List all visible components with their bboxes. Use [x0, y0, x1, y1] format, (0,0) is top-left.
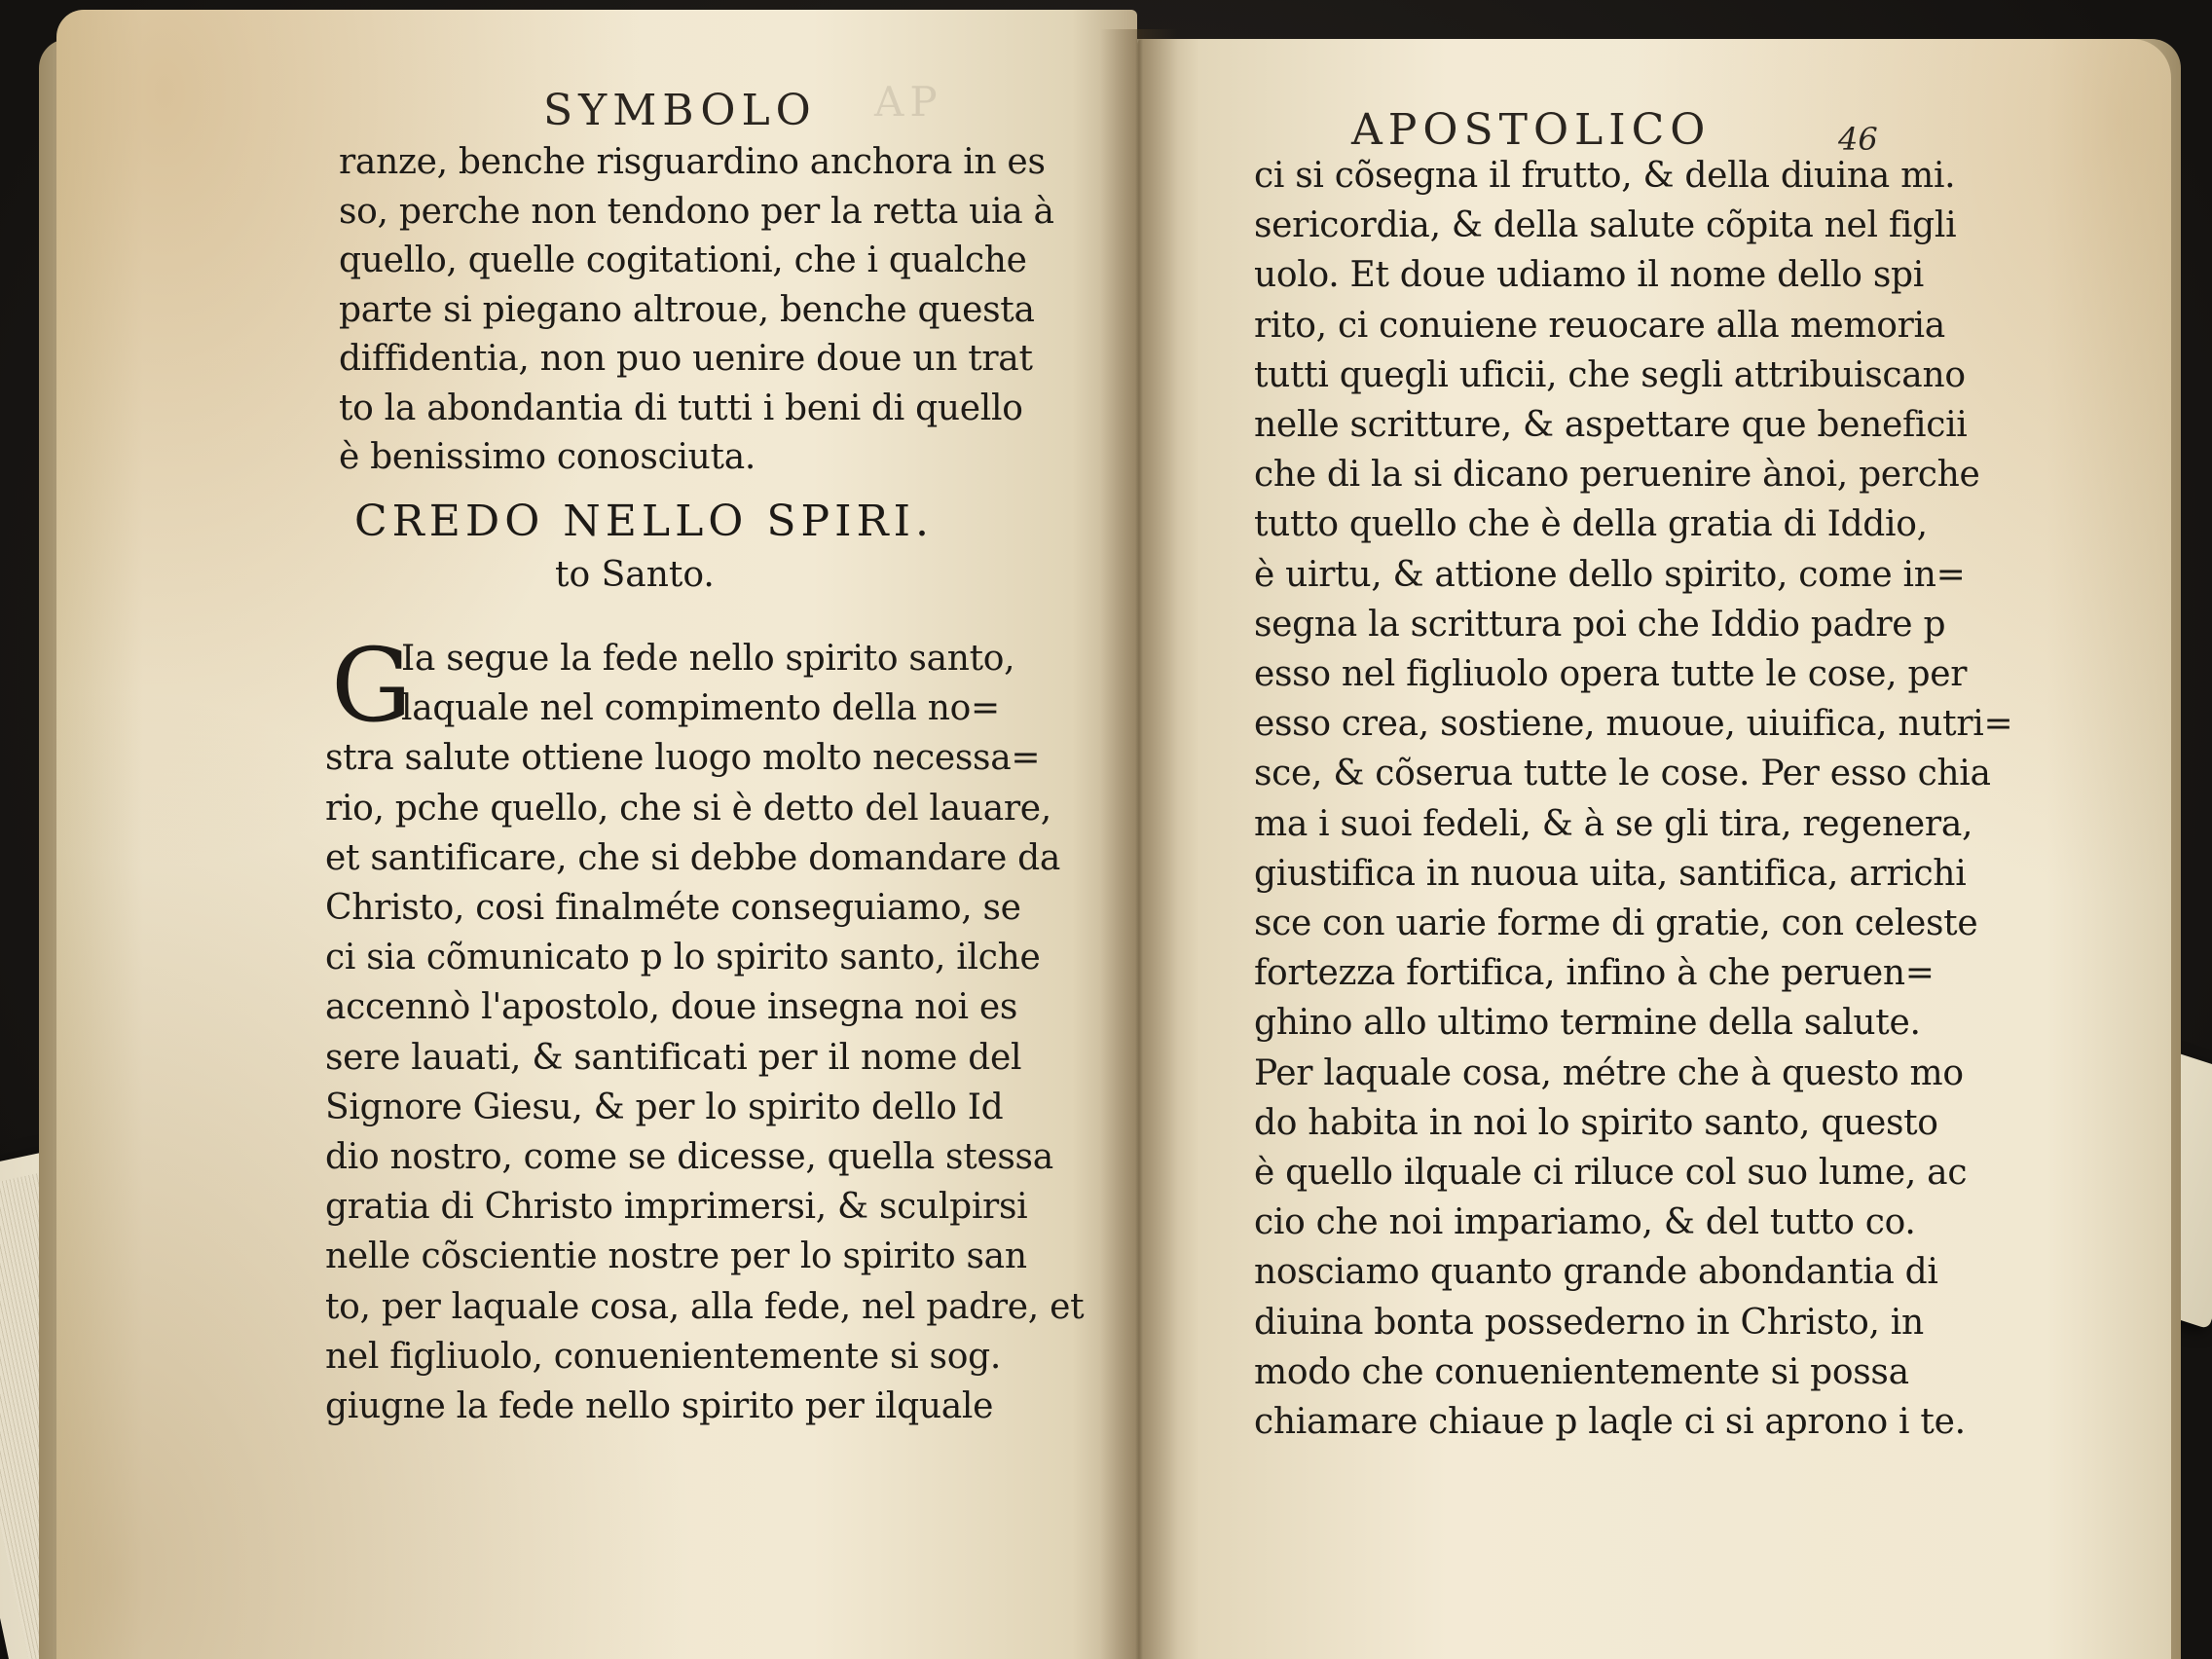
section-subheading: to Santo.	[555, 555, 715, 595]
drop-cap: G	[331, 626, 413, 745]
text-line: esso crea, sostiene, muoue, uiuifica, nutri=	[1254, 704, 2013, 745]
text-line: giustifica in nuoua uita, santifica, arrichi	[1254, 853, 1967, 894]
text-line: esso nel figliuolo opera tutte le cose, per	[1254, 654, 1968, 694]
text-line: to, per laquale cosa, alla fede, nel padre, et	[325, 1286, 1085, 1327]
right-page	[1137, 39, 2171, 1659]
text-line: sere lauati, & santificati per il nome del	[325, 1037, 1022, 1078]
show-through-text: AP	[874, 78, 943, 126]
text-line: sce, & cõserua tutte le cose. Per esso chia	[1254, 754, 1991, 794]
text-line: quello, quelle cogitationi, che i qualche	[339, 240, 1027, 280]
text-line: chiamare chiaue p laqle ci si aprono i te.	[1254, 1402, 1966, 1442]
text-line: che di la si dicano peruenire ànoi, perche	[1254, 455, 1980, 496]
text-line: cio che noi impariamo, & del tutto co.	[1254, 1202, 1916, 1243]
text-line: to la abondantia di tutti i beni di quello	[339, 387, 1023, 428]
text-line: laquale nel compimento della no=	[401, 688, 1000, 729]
text-line: tutti quegli uficii, che segli attribuiscano	[1254, 354, 1966, 395]
text-line: do habita in noi lo spirito santo, questo	[1254, 1102, 1938, 1143]
text-line: nel figliuolo, conuenientemente si sog.	[325, 1336, 1001, 1377]
text-line: accennò l'apostolo, doue insegna noi es	[325, 987, 1018, 1028]
text-line: diffidentia, non puo uenire doue un trat	[339, 339, 1033, 379]
text-line: rito, ci conuiene reuocare alla memoria	[1254, 305, 1945, 346]
text-line: ranze, benche risguardino anchora in es	[339, 142, 1046, 182]
text-line: segna la scrittura poi che Iddio padre p	[1254, 604, 1946, 645]
text-line: nelle cõscientie nostre per lo spirito san	[325, 1236, 1027, 1277]
text-line: è quello ilquale ci riluce col suo lume, ac	[1254, 1153, 1968, 1193]
text-line: fortezza fortifica, infino à che peruen=	[1254, 953, 1935, 994]
running-head-left: SYMBOLO	[543, 86, 817, 135]
text-line: uolo. Et doue udiamo il nome dello spi	[1254, 255, 1924, 296]
text-line: ma i suoi fedeli, & à se gli tira, regenera,	[1254, 803, 1973, 844]
section-heading: CREDO NELLO SPIRI.	[354, 497, 934, 546]
text-line: parte si piegano altroue, benche questa	[339, 289, 1035, 330]
text-line: dio nostro, come se dicesse, quella stessa	[325, 1137, 1053, 1177]
text-line: giugne la fede nello spirito per ilquale	[325, 1386, 994, 1426]
text-line: ghino allo ultimo termine della salute.	[1254, 1003, 1921, 1044]
text-line: diuina bonta possederno in Christo, in	[1254, 1302, 1924, 1343]
text-line: sericordia, & della salute cõpita nel figli	[1254, 205, 1957, 246]
text-line: so, perche non tendono per la retta uia à	[339, 191, 1054, 232]
text-line: Signore Giesu, & per lo spirito dello Id	[325, 1087, 1004, 1127]
text-line: ci sia cõmunicato p lo spirito santo, ilche	[325, 938, 1041, 978]
text-line: ci si cõsegna il frutto, & della diuina mi.	[1254, 156, 1956, 196]
text-line: tutto quello che è della gratia di Iddio,	[1254, 504, 1928, 545]
left-page	[56, 10, 1137, 1659]
text-line: sce con uarie forme di gratie, con celeste	[1254, 903, 1978, 943]
text-line: stra salute ottiene luogo molto necessa=	[325, 738, 1041, 779]
text-line: Christo, cosi finalméte conseguiamo, se	[325, 888, 1021, 928]
text-line: Per laquale cosa, métre che à questo mo	[1254, 1052, 1964, 1093]
text-line: et santificare, che si debbe domandare da	[325, 837, 1061, 878]
text-line: nelle scritture, & aspettare que beneficii	[1254, 405, 1968, 445]
text-line: Ia segue la fede nello spirito santo,	[401, 639, 1015, 679]
text-line: è benissimo conosciuta.	[339, 437, 756, 477]
text-line: è uirtu, & attione dello spirito, come in=	[1254, 554, 1966, 595]
running-head-right: APOSTOLICO	[1351, 105, 1712, 155]
text-line: modo che conuenientemente si possa	[1254, 1351, 1909, 1392]
text-line: gratia di Christo imprimersi, & sculpirsi	[325, 1187, 1028, 1228]
page-number: 46	[1838, 121, 1878, 158]
text-line: rio, pche quello, che si è detto del lauare,	[325, 788, 1051, 829]
text-line: nosciamo quanto grande abondantia di	[1254, 1252, 1938, 1293]
